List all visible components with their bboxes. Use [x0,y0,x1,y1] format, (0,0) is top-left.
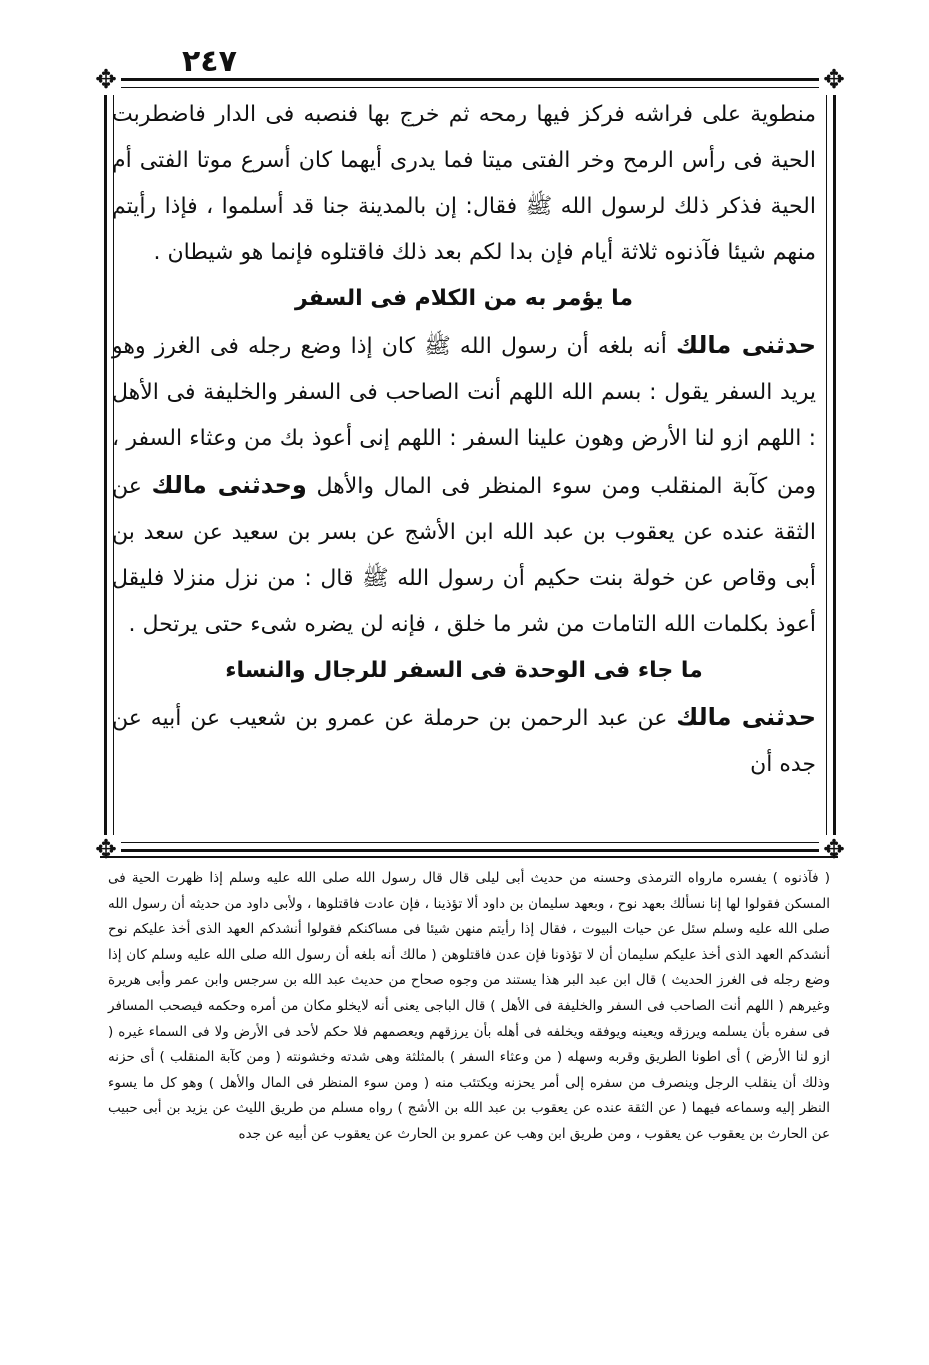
chapter-heading: ما جاء فى الوحدة فى السفر للرجال والنساء [225,658,703,683]
chapter-heading: ما يؤمر به من الكلام فى السفر [294,286,633,311]
hadith-paragraph: منطوية على فراشه فركز فيها رمحه ثم خرج بها فنصبه فى الدار فاضطربت الحية فى رأس الرمح وخر الفتى ميتا فما يدرى أيهما كان أسرع موتا الفتى أم الحية فذكر ذلك لرسول الله ﷺ فقال: إن بالمدينة جنا قد أسلموا ، فإذا رأيتم منهم شيئا فآذنوه ثلاثة أيام فإن بدا لكم بعد ذلك فاقتلوه فإنما هو شيطان . [112,102,816,265]
page-number: ٢٤٧ [182,44,237,79]
commentary-notes [108,866,830,1148]
commentary-text: ( فآذنوه ) يفسره مارواه الترمذى وحسنه من حديث أبى ليلى قال قال رسول الله صلى الله عليه وسلم إذا ظهرت الحية فى المسكن فقولوا لها إنا نسألك بعهد نوح ، وبعهد سليمان بن داود ألا تؤذينا ، فإن عادت فاقتلوها ، ولأبى داود من حديثه أن رسول الله صلى الله عليه وسلم سئل عن حيات البيوت ، فقال إذا رأيتم منهن شيئا فى مساكنكم فقولوا أنشدكم العهد الذى أخذ عليكم نوح أنشدكم العهد الذى أخذ عليكم سليمان أن لا تؤذونا فإن عدن فاقتلوهن ( مالك أنه بلغه أن رسول الله صلى الله عليه وسلم كان إذا وضع رجله فى الغرز الحديث ) قال ابن عبد البر هذا يستند من وجوه صحاح من حديث عبد الله بن سرجس وابن عمر وأبى هريرة وغيرهم ( اللهم أنت الصاحب فى السفر والخليفة فى الأهل ) قال الباجى يعنى أنه لايخلو مكان من أمره وحكمه فيصحب المسافر فى سفره بأن يسلمه ويرزقه ويعينه ويوفقه ويخلفه فى أهله بأن يرزقهم ويعصمهم فلا حكم لأحد فى الأرض ولا فى السماء غيره ( ازو لنا الأرض ) أى اطونا الطريق وقربه وسهله ( من وعثاء السفر ) بالمثلثة وهى شدته وخشونته ( ومن كآبة المنقلب ) أى حزنه وذلك أن ينقلب الرجل وينصرف من سفره إلى أمر يحزنه ويكتئب منه ( ومن سوء المنظر فى المال والأهل ) وهو كل ما يسوء النظر إليه وسماعه فيهما ( عن الثقة عنده عن يعقوب بن عبد الله بن الأشج ) رواه مسلم من طريق الليث عن يزيد بن أبى حبيب عن الحارث بن يعقوب عن يعقوب ، ومن طريق ابن وهب عن عمرو بن الحارث عن يعقوب عن أبيه عن جده [108,870,830,1142]
ornament-corner-icon: ✥ [819,65,849,95]
hadith-text: عن الثقة عنده عن يعقوب بن عبد الله ابن الأشج عن بسر بن سعيد عن سعد بن أبى وقاص عن خولة بنت حكيم أن رسول الله ﷺ قال : من نزل منزلا فليقل أعوذ بكلمات الله التامات من شر ما خلق ، فإنه لن يضره شىء حتى يرتحل . [112,474,816,637]
narrator-lead: حدثنى مالك [676,703,817,731]
ornament-corner-icon: ✥ [91,835,121,865]
hadith-text: عن عبد الرحمن بن حرملة عن عمرو بن شعيب عن أبيه عن جده أن [112,706,816,777]
ornament-corner-icon: ✥ [91,65,121,95]
hadith-text: أنه بلغه أن رسول الله ﷺ كان إذا وضع رجله فى الغرز وهو يريد السفر يقول : بسم الله اللهم أنت الصاحب فى السفر والخليفة فى الأهل : اللهم ازو لنا الأرض وهون علينا السفر : اللهم إنى أعوذ بك من وعثاء السفر ، ومن كآبة المنقلب ومن سوء المنظر فى المال والأهل [112,334,816,499]
hadith-paragraph [112,322,816,648]
main-text [112,92,816,788]
hadith-paragraph [112,694,816,788]
narrator-lead: حدثنى مالك [676,331,816,359]
narrator-lead: وحدثنى مالك [151,471,307,499]
ornament-corner-icon: ✥ [819,835,849,865]
footnote-separator [100,856,838,858]
